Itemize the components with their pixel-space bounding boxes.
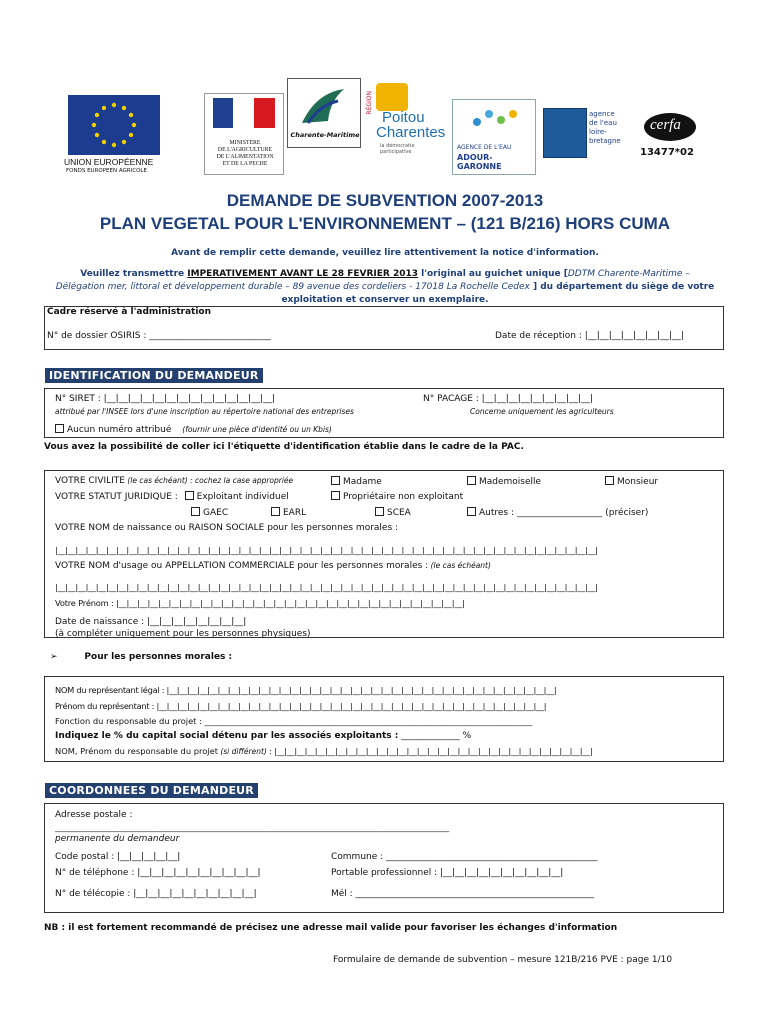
usage-label-row: VOTRE NOM d'usage ou APPELLATION COMMERCIALE pour les personnes morales : (le cas échéant) [55,561,491,571]
poitou-charentes-logo [366,79,446,155]
naissance-field[interactable]: Date de naissance : |__|__|__|__|__|__|__|__| [55,617,247,627]
eu-flag-icon [68,95,160,155]
adour-garonne-logo [452,99,536,175]
prenom-field[interactable]: Votre Prénom : |__|__|__|__|__|__|__|__|__|__|__|__|__|__|__|__|__|__|__|__|__|__|__|__|__|__|__|__|__|__|__|__|__| [55,598,465,608]
siret-field[interactable]: N° SIRET : |__|__|__|__|__|__|__|__|__|__|__|__|__|__| [55,394,276,404]
notice-text: Avant de remplir cette demande, veuillez lire attentivement la notice d'information. [171,248,599,258]
capital-row[interactable]: Indiquez le % du capital social détenu par les associés exploitants : _____________ % [55,731,472,741]
arrow-bullet-icon: ➢ [50,652,58,662]
charente-maritime-logo [287,78,361,148]
ministry-logo [204,93,284,175]
nom-field[interactable]: |__|__|__|__|__|__|__|__|__|__|__|__|__|__|__|__|__|__|__|__|__|__|__|__|__|__|__|__|__|__|__|__|__|__|__|__|__|__|__|__|__|__|__|__|__|__|__|__|__|__|__|__|__| [55,545,598,555]
adour-name: ADOUR-GARONNE [457,153,502,171]
mel-field[interactable]: Mél : _____________________________________________________ [331,889,595,899]
mademoiselle-option[interactable]: Mademoiselle [467,476,541,487]
cerfa-number: 13477*02 [640,147,694,158]
portable-field[interactable]: Portable professionnel : |__|__|__|__|__|__|__|__|__|__| [331,868,564,878]
no-number-row: Aucun numéro attribué (fournir une pièce d'identité ou un Kbis) [55,424,332,435]
fonction-field[interactable]: Fonction du responsable du projet : _______________________________________________________________________________ [55,716,533,726]
nb-text: NB : il est fortement recommandé de précisez une adresse mail valide pour favoriser les échanges d'information [44,923,618,933]
mademoiselle-checkbox[interactable] [467,476,476,485]
morales-box [44,676,724,762]
telephone-field[interactable]: N° de téléphone : |__|__|__|__|__|__|__|__|__|__| [55,868,261,878]
proprietaire-option[interactable]: Propriétaire non exploitant [331,491,463,502]
monsieur-checkbox[interactable] [605,476,614,485]
scea-option[interactable]: SCEA [375,507,411,518]
nom-rep-field[interactable]: NOM du représentant légal : |__|__|__|__|__|__|__|__|__|__|__|__|__|__|__|__|__|__|__|__|__|__|__|__|__|__|__|__|__|__|__|__|__|__|__|__|__|__| [55,685,557,695]
prenom-rep-field[interactable]: Prénom du représentant : |__|__|__|__|__|__|__|__|__|__|__|__|__|__|__|__|__|__|__|__|__|__|__|__|__|__|__|__|__|__|__|__|__|__|__|__|__|__| [55,701,547,711]
admin-box [44,306,724,350]
identification-header: IDENTIFICATION DU DEMANDEUR [45,368,263,383]
scea-checkbox[interactable] [375,507,384,516]
nom-label: VOTRE NOM de naissance ou RAISON SOCIALE pour les personnes morales : [55,523,399,533]
autres-checkbox[interactable] [467,507,476,516]
eu-logo [64,95,172,175]
adour-top: AGENCE DE L'EAU [457,144,512,151]
page-footer: Formulaire de demande de subvention – mesure 121B/216 PVE : page 1/10 [333,955,673,965]
eu-fund: FONDS EUROPEEN AGRICOLE [66,168,147,174]
poitou-tagline: la démocratie participative [380,143,415,155]
proprietaire-checkbox[interactable] [331,491,340,500]
title-line-1: DEMANDE DE SUBVENTION 2007-2013 [226,191,544,210]
nom-resp-row[interactable]: NOM, Prénom du responsable du projet (si différent) : |__|__|__|__|__|__|__|__|__|__|__|__|__|__|__|__|__|__|__|__|__|__|__|__|__|__|__|__|__|__|__| [55,746,593,756]
earl-option[interactable]: EARL [271,507,306,518]
osiris-field[interactable]: N° de dossier OSIRIS : ___________________________ [47,331,271,341]
monsieur-option[interactable]: Monsieur [605,476,658,487]
telecopie-field[interactable]: N° de télécopie : |__|__|__|__|__|__|__|__|__|__| [55,889,257,899]
pacage-note: Concerne uniquement les agriculteurs [470,407,614,416]
deadline-text: IMPERATIVEMENT AVANT LE 28 FEVRIER 2013 [187,269,418,279]
naissance-note: (à compléter uniquement pour les personnes physiques) [55,629,311,639]
marianne-flag-icon [213,98,275,128]
adresse-field[interactable]: _______________________________________________________________________________________________ [55,822,450,832]
siret-note: attribué par l'INSEE lors d'une inscription au répertoire national des entreprises [55,407,354,416]
madame-option[interactable]: Madame [331,476,382,487]
eu-name: UNION EUROPÉENNE [64,157,154,167]
coordonnees-header: COORDONNEES DU DEMANDEUR [45,783,258,798]
autres-option[interactable]: Autres : ___________________ (préciser) [467,507,648,518]
water-drops-icon [465,104,525,134]
statut-row: VOTRE STATUT JURIDIQUE : Exploitant individuel [55,492,289,502]
poitou-region-label: RÉGION [366,91,373,115]
commune-field[interactable]: Commune : _______________________________________________ [331,852,598,862]
gaec-checkbox[interactable] [191,507,200,516]
coord-box [44,803,724,913]
siret-box [44,388,724,438]
exploitant-checkbox[interactable] [185,491,194,500]
poitou-name-1: Poitou [382,109,425,126]
cerfa-word: cerfa [650,117,681,133]
adresse-note: permanente du demandeur [55,834,180,844]
usage-field[interactable]: |__|__|__|__|__|__|__|__|__|__|__|__|__|__|__|__|__|__|__|__|__|__|__|__|__|__|__|__|__|__|__|__|__|__|__|__|__|__|__|__|__|__|__|__|__|__|__|__|__|__|__|__|__| [55,582,598,592]
ministry-lines: MINISTERE DE L'AGRICULTURE DE L'ALIMENTATION ET DE LA PECHE [216,140,274,167]
charente-name: Charente-Maritime [290,131,360,139]
cerfa-logo [640,113,700,163]
earl-checkbox[interactable] [271,507,280,516]
transmit-paragraph: Veuillez transmettre IMPERATIVEMENT AVANT LE 28 FEVRIER 2013 l'original au guichet unique [DDTM Charente-Maritime – Délégation mer, littoral et développement durable – 89 avenue des cordeliers - 17018 La Rochelle Cedex ] du département du siège de votre exploitation et conserver un exemplaire. [55,269,715,305]
identity-box [44,470,724,638]
bird-icon [294,83,354,129]
loire-lines: agence de l'eau loire- bretagne [589,110,621,145]
loire-bretagne-logo [543,108,633,158]
poitou-emblem-icon [376,83,408,111]
no-number-checkbox[interactable] [55,424,64,433]
adresse-label: Adresse postale : [55,810,133,820]
code-postal-field[interactable]: Code postal : |__|__|__|__|__| [55,852,181,862]
madame-checkbox[interactable] [331,476,340,485]
admin-title: Cadre réservé à l'administration [47,307,212,317]
loire-wave-icon [543,108,587,158]
civility-row: VOTRE CIVILITE (le cas échéant) : cochez la case appropriée [55,476,294,486]
morales-header: ➢ Pour les personnes morales : [50,652,233,662]
poitou-name-2: Charentes [376,124,446,141]
pac-sticker-text: Vous avez la possibilité de coller ici l'étiquette d'identification établie dans le cadre de la PAC. [44,442,524,452]
gaec-option[interactable]: GAEC [191,507,228,518]
pacage-field[interactable]: N° PACAGE : |__|__|__|__|__|__|__|__|__| [423,394,593,404]
title-line-2: PLAN VEGETAL POUR L'ENVIRONNEMENT – (121 B/216) HORS CUMA [99,214,671,233]
reception-date-field[interactable]: Date de réception : |__|__|__|__|__|__|__|__| [495,331,685,341]
